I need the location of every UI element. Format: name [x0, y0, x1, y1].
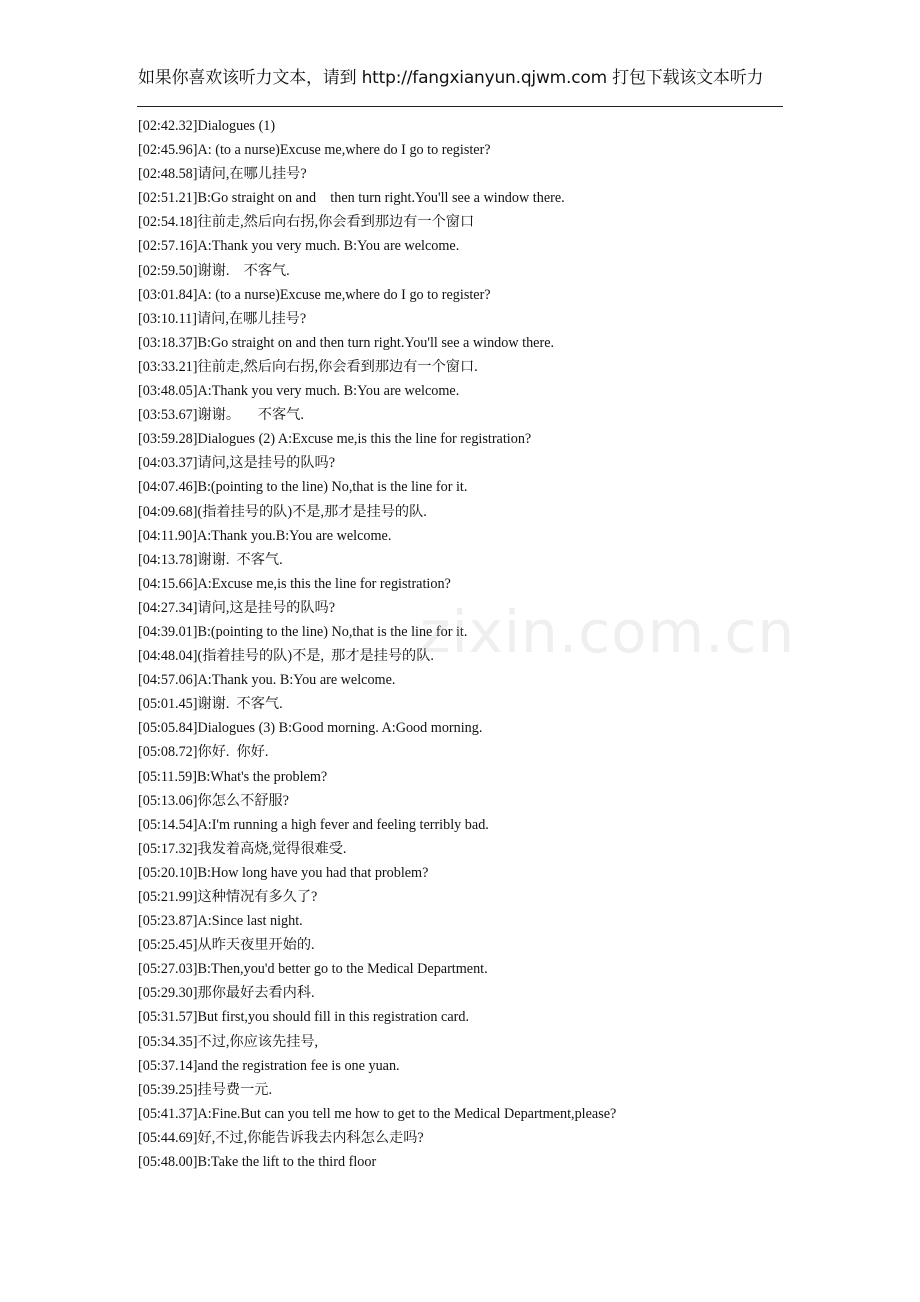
transcript-line: [05:44.69]好,不过,你能告诉我去内科怎么走吗?	[138, 1129, 424, 1146]
transcript-line: [05:41.37]A:Fine.But can you tell me how to get to the Medical Department,please?	[138, 1105, 617, 1122]
transcript-line: [04:11.90]A:Thank you.B:You are welcome.	[138, 527, 392, 544]
transcript-line: [05:21.99]这种情况有多久了?	[138, 889, 318, 905]
transcript-line: [04:03.37]请问,这是挂号的队吗?	[138, 455, 336, 472]
transcript-line: [03:10.11]请问,在哪儿挂号?	[138, 310, 307, 327]
watermark: zixin.com.cn	[420, 598, 796, 666]
transcript-line: [03:18.37]B:Go straight on and then turn right.You'll see a window there.	[138, 334, 555, 351]
transcript-line: [04:09.68](指着挂号的队)不是,那才是挂号的队.	[138, 503, 427, 520]
transcript-line: [02:59.50]谢谢. 不客气.	[138, 262, 290, 279]
transcript-line: [02:48.58]请问,在哪儿挂号?	[138, 166, 307, 183]
transcript-line: [02:57.16]A:Thank you very much. B:You are welcome.	[138, 238, 460, 255]
transcript-line: [05:34.35]不过,你应该先挂号,	[138, 1033, 319, 1050]
transcript-line: [04:13.78]谢谢. 不客气.	[138, 551, 283, 568]
transcript-line: [05:01.45]谢谢. 不客气.	[138, 696, 283, 713]
transcript-line: [05:31.57]But first,you should fill in this registration card.	[138, 1009, 470, 1026]
transcript-line: [05:48.00]B:Take the lift to the third floor	[138, 1154, 377, 1171]
transcript-line: [05:11.59]B:What's the problem?	[138, 768, 328, 785]
transcript-line: [05:17.32]我发着高烧,觉得很难受.	[138, 840, 347, 857]
header-divider	[137, 106, 783, 107]
transcript-line: [04:39.01]B:(pointing to the line) No,that is the line for it.	[138, 623, 468, 640]
transcript-body	[138, 114, 818, 1174]
transcript-line: [05:14.54]A:I'm running a high fever and feeling terribly bad.	[138, 816, 489, 833]
transcript-line: [05:27.03]B:Then,you'd better go to the Medical Department.	[138, 961, 488, 978]
transcript-line: [03:01.84]A: (to a nurse)Excuse me,where do I go to register?	[138, 286, 491, 303]
transcript-line: [04:15.66]A:Excuse me,is this the line for registration?	[138, 575, 451, 592]
transcript-line: [04:27.34]请问,这是挂号的队吗?	[138, 599, 336, 616]
transcript-line: [04:57.06]A:Thank you. B:You are welcome.	[138, 672, 396, 689]
transcript-line: [03:48.05]A:Thank you very much. B:You are welcome.	[138, 383, 460, 400]
transcript-line: [03:53.67]谢谢。 不客气.	[138, 407, 304, 424]
transcript-line: [02:45.96]A: (to a nurse)Excuse me,where do I go to register?	[138, 142, 491, 159]
transcript-line: [05:37.14]and the registration fee is one yuan.	[138, 1057, 400, 1074]
transcript-line: [04:07.46]B:(pointing to the line) No,that is the line for it.	[138, 479, 468, 496]
transcript-line: [05:23.87]A:Since last night.	[138, 913, 303, 930]
transcript-line: [05:13.06]你怎么不舒服?	[138, 792, 289, 809]
transcript-line: [02:42.32]Dialogues (1)	[138, 118, 276, 134]
transcript-line: [03:59.28]Dialogues (2) A:Excuse me,is this the line for registration?	[138, 431, 532, 448]
transcript-line: [05:05.84]Dialogues (3) B:Good morning. A:Good morning.	[138, 720, 483, 737]
transcript-line: [03:33.21]往前走,然后向右拐,你会看到那边有一个窗口.	[138, 358, 478, 375]
transcript-line: [05:20.10]B:How long have you had that problem?	[138, 864, 429, 881]
transcript-line: [05:25.45]从昨天夜里开始的.	[138, 937, 315, 954]
transcript-line: [02:54.18]往前走,然后向右拐,你会看到那边有一个窗口	[138, 214, 475, 231]
page-header: 如果你喜欢该听力文本，请到 http://fangxianyun.qjwm.com 打包下载该文本听力	[138, 68, 764, 88]
transcript-line: [04:48.04](指着挂号的队)不是, 那才是挂号的队.	[138, 648, 434, 665]
transcript-line: [05:29.30]那你最好去看内科.	[138, 985, 315, 1002]
transcript-line: [05:39.25]挂号费一元.	[138, 1081, 272, 1098]
transcript-line: [05:08.72]你好. 你好.	[138, 744, 269, 761]
transcript-line: [02:51.21]B:Go straight on and then turn right.You'll see a window there.	[138, 190, 565, 207]
